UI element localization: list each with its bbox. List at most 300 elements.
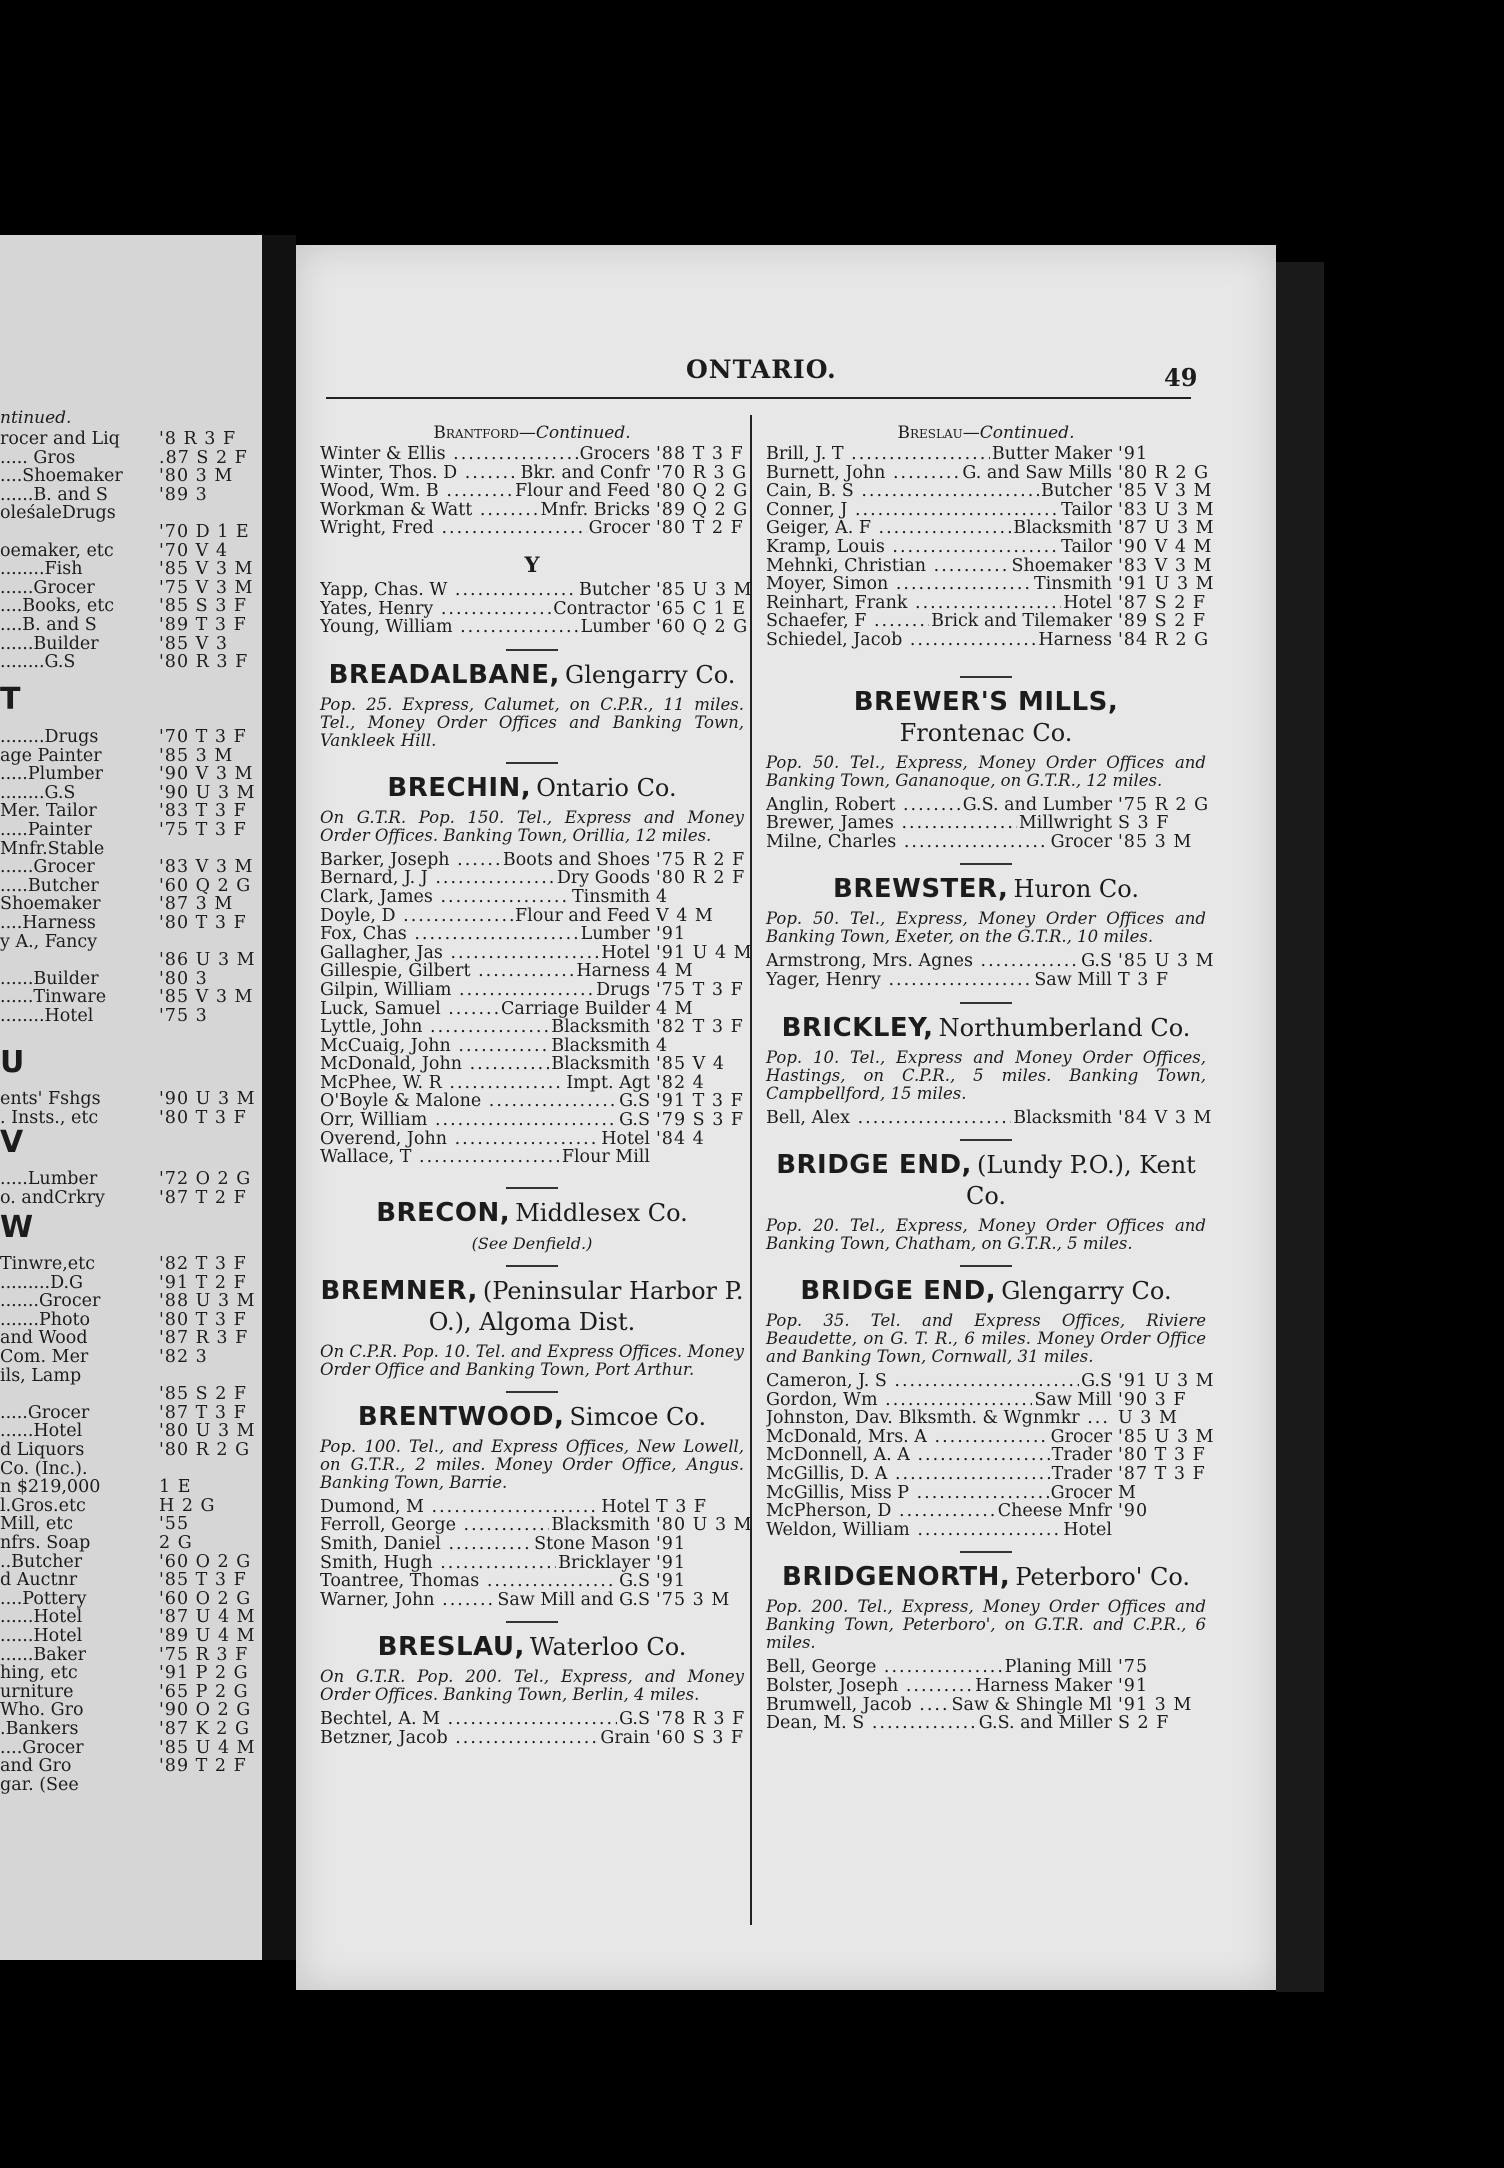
entry-rating: '82 4 [656, 1072, 705, 1093]
town-heading-bridge-end-kent: BRIDGE END, (Lundy P.O.), Kent Co. [776, 1150, 1196, 1211]
fragment-text: ......Hotel [0, 1627, 83, 1645]
directory-entry [320, 1554, 744, 1573]
header-rule [326, 397, 1191, 399]
entry-name: Dean, M. S ..... [766, 1714, 977, 1733]
fragment-rating: '87 K 2 G [159, 1719, 250, 1739]
directory-entry [766, 1677, 1206, 1696]
fragment-text: Com. Mer [0, 1348, 89, 1366]
entry-rating: '80 T 3 F [1118, 1445, 1206, 1466]
entry-rating: V 4 M [656, 905, 714, 926]
fragment-rating [159, 933, 255, 951]
fragment-row [0, 784, 255, 802]
fragment-rating: '86 U 3 M [159, 950, 256, 971]
fragment-rating: '89 3 [159, 484, 208, 505]
directory-entry [766, 1658, 1206, 1677]
entry-name: Gilpin, William ..... [320, 981, 594, 1000]
town-heading-brentwood: BRENTWOOD, Simcoe Co. [357, 1401, 707, 1432]
entry-name: Bernard, J. J ..... [320, 869, 555, 888]
fragment-text: .....Painter [0, 821, 92, 839]
fragment-row [0, 951, 255, 969]
fragment-rating: '80 3 M [159, 466, 234, 487]
fragment-rating: '90 V 3 M [159, 764, 254, 785]
fragment-rating: '8 R 3 F [159, 429, 237, 449]
fragment-row [0, 1515, 255, 1533]
directory-entry [766, 1409, 1206, 1428]
continued-heading: Brantford—Continued. [433, 423, 631, 443]
fragment-text: ..... Gros [0, 448, 76, 467]
fragment-rating: '60 O 2 G [159, 1551, 252, 1572]
fragment-row [0, 1090, 255, 1108]
entry-business: Harness Maker [975, 1676, 1112, 1697]
entry-name: Brumwell, Jacob ..... [766, 1696, 950, 1715]
entry-rating: '85 U 3 M [656, 579, 753, 600]
fragment-row [0, 1478, 255, 1496]
fragment-row [0, 1404, 255, 1422]
directory-entry [320, 1018, 744, 1037]
fragment-text: .........D.G [0, 1273, 84, 1292]
entry-rating [650, 1148, 744, 1167]
directory-entry [320, 462, 748, 483]
page-edge-shadow [1276, 262, 1324, 1992]
entry-rating: '82 T 3 F [656, 1017, 744, 1038]
town-heading-brecon: BRECON, Middlesex Co. [376, 1197, 688, 1228]
directory-entry [766, 481, 1213, 502]
fragment-rating: '85 U 4 M [159, 1737, 256, 1758]
directory-entry [320, 1572, 744, 1591]
fragment-rating: '80 U 3 M [159, 1421, 256, 1442]
entry-name: McPhee, W. R ..... [320, 1074, 564, 1093]
fragment-rating: '88 U 3 M [159, 1291, 256, 1312]
fragment-rating: H 2 G [159, 1495, 216, 1516]
entry-business: Saw Mill and G.S [497, 1589, 650, 1610]
entry-rating: '90 3 F [1118, 1389, 1187, 1410]
entry-business: Hotel [1063, 1519, 1112, 1540]
entry-rating: '80 R 2 F [656, 868, 746, 889]
entry-name: Ferroll, George ..... [320, 1516, 549, 1535]
entry-business: Shoemaker [1011, 555, 1112, 576]
entry-rating: '91 U 3 M [1118, 1371, 1215, 1392]
separator [960, 1551, 1012, 1553]
entry-name: Reinhart, Frank ..... [766, 594, 1061, 613]
town-description-bridge-end-kent: Pop. 20. Tel., Express, Money Order Offices and Banking Town, Chatham, on G.T.R., 5 miles. [766, 1216, 1206, 1254]
fragment-text: d Auctnr [0, 1571, 78, 1590]
directory-entry [766, 1446, 1206, 1465]
column-rule [750, 415, 752, 1925]
entry-rating: '85 U 3 M [1118, 951, 1215, 972]
fragment-text: hing, etc [0, 1664, 78, 1683]
fragment-row [0, 486, 255, 504]
entry-name: Schiedel, Jacob ..... [766, 631, 1036, 650]
entry-name: Moyer, Simon ..... [766, 575, 1032, 594]
directory-entry [766, 612, 1206, 631]
fragment-text: o. andCrkry [0, 1188, 105, 1207]
fragment-row [0, 1608, 255, 1626]
separator [506, 1265, 558, 1267]
separator [960, 1002, 1012, 1004]
entry-business: Flour Mill [561, 1147, 650, 1168]
fragment-row [0, 1627, 255, 1645]
directory-entry [766, 536, 1213, 557]
entry-business: Millwright [1018, 813, 1112, 834]
fragment-text: Co. (Inc.). [0, 1459, 88, 1478]
entry-business: Tailor [1061, 536, 1112, 557]
entries-brickley [766, 1107, 1213, 1128]
directory-entry [320, 1710, 744, 1729]
entry-rating: '83 V 3 M [1118, 555, 1213, 576]
fragment-rating: '80 3 [159, 968, 208, 989]
fragment-text: ......Baker [0, 1645, 86, 1664]
fragment-rating: '85 S 3 F [159, 596, 248, 617]
entry-business: Lumber [580, 924, 650, 945]
fragment-row [0, 1170, 255, 1188]
directory-entry [320, 1111, 744, 1130]
fragment-text: Mer. Tailor [0, 802, 97, 821]
fragment-rating: '83 T 3 F [159, 801, 247, 822]
directory-entry [320, 445, 744, 464]
entries-bridgenorth [766, 1658, 1206, 1732]
entry-business: Hotel [601, 942, 650, 963]
entry-rating: '91 [656, 1552, 687, 1573]
fragment-row [0, 597, 255, 615]
entry-business: Tinsmith [1033, 574, 1112, 595]
directory-entry [320, 888, 744, 907]
fragment-rating: '60 O 2 G [159, 1588, 252, 1609]
entry-rating: '91 U 4 M [656, 942, 753, 963]
fragment-rating: '83 V 3 M [159, 857, 254, 878]
fragment-rating: '75 T 3 F [159, 820, 247, 840]
entry-business: Grocer [1050, 1426, 1112, 1447]
entry-rating: '91 3 M [1118, 1694, 1193, 1715]
entry-name: McPherson, D ..... [766, 1502, 996, 1521]
directory-entry [766, 1484, 1206, 1503]
directory-entry [320, 1515, 753, 1536]
fragment-rating: '75 R 3 F [159, 1644, 249, 1665]
entry-name: Yager, Henry ..... [766, 971, 1032, 990]
fragment-text: ......Hotel [0, 1422, 83, 1441]
fragment-row [0, 467, 255, 485]
entry-business: Bkr. and Confr [520, 462, 650, 483]
entry-name: Dumond, M ..... [320, 1498, 599, 1517]
fragment-row [0, 1701, 255, 1719]
fragment-text: .....Plumber [0, 765, 103, 784]
entry-rating: 4 M [656, 998, 694, 1019]
fragment-row [0, 1109, 255, 1127]
directory-entry [766, 499, 1215, 520]
entry-rating: '85 V 3 M [1118, 481, 1213, 502]
directory-entry [766, 445, 1206, 464]
fragment-rating [159, 840, 255, 858]
entry-name: McDonnell, A. A ..... [766, 1446, 1050, 1465]
entry-rating: '91 [656, 1534, 687, 1555]
fragment-text: ......Builder [0, 634, 99, 653]
separator [506, 649, 558, 651]
entry-rating: 4 [656, 886, 669, 907]
entry-rating: '80 U 3 M [656, 1515, 753, 1536]
fragment-text: age Painter [0, 746, 102, 765]
fragment-row [0, 1385, 255, 1403]
fragment-row [0, 1367, 255, 1385]
fragment-row [0, 1348, 255, 1366]
entry-name: Yates, Henry ..... [320, 600, 551, 619]
entry-rating: '89 Q 2 G [656, 499, 749, 520]
letter-heading-y: Y [524, 551, 540, 577]
fragment-text: ......Builder [0, 969, 99, 988]
entry-name: Winter & Ellis ..... [320, 445, 578, 464]
entry-business: Carriage Builder [501, 998, 650, 1019]
entry-name: Wood, Wm. B ..... [320, 482, 513, 501]
town-description-bridgenorth: Pop. 200. Tel., Express, Money Order Offices and Banking Town, Peterboro', on G.T.R. and C.P.R., 6 miles. [766, 1597, 1206, 1653]
fragment-rating: '87 R 3 F [159, 1328, 249, 1349]
fragment-heading: ntinued. [0, 408, 72, 428]
see-note-brecon: (See Denfield.) [471, 1233, 593, 1253]
fragment-text: Tinwre,etc [0, 1255, 95, 1273]
fragment-row [0, 877, 255, 895]
entry-rating: M [1118, 1482, 1137, 1503]
town-heading-bridgenorth: BRIDGENORTH, Peterboro' Co. [782, 1562, 1190, 1593]
entry-rating: 4 [656, 1035, 669, 1056]
fragment-row [0, 1311, 255, 1329]
fragment-row [0, 579, 255, 597]
column-left [320, 423, 753, 1748]
entries-brantford-y [320, 579, 753, 638]
column-right [766, 423, 1215, 1734]
directory-entry [320, 499, 749, 520]
town-heading-breslau: BRESLAU, Waterloo Co. [377, 1632, 687, 1663]
entry-business: Drugs [596, 979, 650, 1000]
entry-name: Warner, John ..... [320, 1591, 495, 1610]
fragment-rating: '70 V 4 [159, 540, 228, 561]
directory-entry [320, 1092, 744, 1111]
fragment-rating: '80 T 3 F [159, 913, 247, 933]
directory-entry [320, 981, 744, 1000]
fragment-rating: '80 R 3 F [159, 652, 249, 673]
fragment-rating: '85 T 3 F [159, 1570, 247, 1591]
fragment-row [0, 1739, 255, 1757]
fragment-row [0, 1007, 255, 1025]
entry-name: Schaefer, F ..... [766, 612, 929, 631]
entry-rating: 4 M [656, 961, 694, 982]
fragment-row [0, 821, 255, 839]
separator [506, 1391, 558, 1393]
fragment-text: ....Grocer [0, 1738, 84, 1757]
entry-business: Mnfr. Bricks [540, 499, 650, 520]
entry-business: Blacksmith [551, 1054, 650, 1075]
fragment-rating: '65 P 2 G [159, 1681, 249, 1702]
entry-name: Smith, Hugh ..... [320, 1554, 556, 1573]
fragment-row [0, 1497, 255, 1515]
fragment-text: oemaker, etc [0, 541, 114, 560]
fragment-row [0, 616, 255, 634]
entry-rating: '80 Q 2 G [656, 481, 749, 502]
directory-entry [320, 1074, 744, 1093]
directory-entry [320, 519, 744, 538]
town-description-breadalbane: Pop. 25. Express, Calumet, on C.P.R., 11 miles. Tel., Money Order Offices and Banking Town, Vankleek Hill. [320, 694, 744, 750]
fragment-row [0, 430, 255, 448]
entry-rating: '60 Q 2 G [656, 617, 749, 638]
directory-entry [320, 907, 744, 926]
separator [960, 1265, 1012, 1267]
fragment-rating [159, 1776, 255, 1794]
entry-business: Dry Goods [556, 868, 650, 889]
fragment-text [0, 951, 159, 969]
directory-entry [766, 1107, 1213, 1128]
entry-business: Lumber [580, 617, 650, 638]
fragment-text: rocer and Liq [0, 430, 120, 448]
entries-bridge-end-glengarry [766, 1371, 1215, 1540]
entry-business: G.S. and Lumber [962, 794, 1112, 815]
entry-business: Hotel [1063, 592, 1112, 613]
entry-name: Clark, James ..... [320, 888, 570, 907]
entry-business: Saw & Shingle Ml [951, 1694, 1112, 1715]
directory-entry [320, 579, 753, 600]
fragment-rating: 1 E [159, 1477, 192, 1498]
entry-business: G. and Saw Mills [962, 462, 1112, 483]
directory-entry [766, 814, 1206, 833]
fragment-text: oleśaleDrugs [0, 504, 116, 523]
entry-name: Gillespie, Gilbert ..... [320, 962, 574, 981]
directory-entry [766, 1391, 1206, 1410]
fragment-row [0, 504, 255, 522]
fragment-text: .......Photo [0, 1310, 91, 1329]
fragment-row [0, 1720, 255, 1738]
entries-brantford-w [320, 444, 749, 539]
directory-entry [320, 1591, 744, 1610]
fragment-rating: '70 D 1 E [159, 522, 250, 542]
entry-name: Bolster, Joseph ..... [766, 1677, 973, 1696]
entry-business: Grocer [1050, 1482, 1112, 1503]
entry-name: McDonald, John ..... [320, 1055, 549, 1074]
continued-heading: Breslau—Continued. [897, 423, 1075, 443]
fragment-text: and Gro [0, 1757, 72, 1776]
entry-name: McCuaig, John ..... [320, 1037, 549, 1056]
entry-business: G.S [619, 1709, 650, 1730]
fragment-rating: '85 3 M [159, 745, 234, 766]
fragment-text: ....Shoemaker [0, 467, 123, 486]
fragment-text: . Insts., etc [0, 1108, 99, 1127]
directory-entry [320, 481, 749, 502]
fragment-row [0, 523, 255, 541]
entry-name: Anglin, Robert ..... [766, 796, 961, 815]
entry-name: Overend, John ..... [320, 1130, 599, 1149]
fragment-text: Shoemaker [0, 895, 101, 914]
entry-business: G.S [619, 1110, 650, 1131]
entry-business: Blacksmith [551, 1017, 650, 1038]
entry-business: G.S. and Miller [978, 1713, 1112, 1734]
fragment-text: ........G.S [0, 653, 76, 672]
fragment-rating: '82 T 3 F [159, 1254, 247, 1274]
town-description-brewster: Pop. 50. Tel., Express, Money Order Offices and Banking Town, Exeter, on the G.T.R., 10 miles. [766, 909, 1206, 947]
entry-name: O'Boyle & Malone ..... [320, 1092, 617, 1111]
fragment-text: n $219,000 [0, 1478, 101, 1497]
fragment-letter-u: U [0, 1045, 25, 1080]
fragment-text: Mill, etc [0, 1515, 74, 1534]
entry-rating: '91 U 3 M [1118, 574, 1215, 595]
fragment-row [0, 1534, 255, 1552]
fragment-row [0, 933, 255, 951]
fragment-row [0, 1460, 255, 1478]
fragment-rating [159, 504, 255, 522]
directory-entry [766, 555, 1213, 576]
fragment-row [0, 858, 255, 876]
fragment-rating: '90 U 3 M [159, 782, 256, 803]
directory-entry [766, 1502, 1206, 1521]
fragment-text: .......Grocer [0, 1292, 101, 1311]
directory-entry [320, 1000, 744, 1019]
fragment-row [0, 802, 255, 820]
entry-rating: '65 C 1 E [656, 598, 747, 619]
entries-brewster [766, 951, 1215, 990]
entry-business: Saw Mill [1034, 969, 1112, 990]
fragment-row [0, 840, 255, 858]
fragment-text: ....Books, etc [0, 597, 115, 616]
fragment-rating: '80 R 2 G [159, 1440, 251, 1460]
directory-entry [766, 1696, 1206, 1715]
fragment-text: ils, Lamp [0, 1366, 82, 1385]
fragment-row [0, 1757, 255, 1775]
entry-name: Barker, Joseph ..... [320, 851, 501, 870]
directory-entry [320, 1037, 744, 1056]
fragment-rating: '89 T 3 F [159, 615, 247, 635]
entry-rating: '60 S 3 F [656, 1728, 745, 1748]
directory-entry [766, 574, 1215, 595]
entry-business: Blacksmith [551, 1515, 650, 1536]
directory-entry [766, 833, 1206, 852]
directory-entry [766, 1426, 1215, 1447]
fragment-row [0, 1590, 255, 1608]
entry-name: Betzner, Jacob ..... [320, 1729, 598, 1748]
entry-rating: '87 U 3 M [1118, 518, 1215, 539]
fragment-row [0, 1571, 255, 1589]
fragment-rating: '87 T 2 F [159, 1187, 247, 1208]
entry-name: Doyle, D ..... [320, 907, 513, 926]
entry-name: Brewer, James ..... [766, 814, 1017, 833]
entry-rating: '78 R 3 F [656, 1709, 746, 1730]
fragment-row [0, 747, 255, 765]
fragment-text: .Bankers [0, 1720, 79, 1738]
fragment-row [0, 1664, 255, 1682]
entry-business: Bricklayer [558, 1552, 650, 1573]
fragment-rating: '89 U 4 M [159, 1626, 256, 1646]
entry-name: Brill, J. T ..... [766, 445, 990, 464]
fragment-row [0, 560, 255, 578]
directory-entry [766, 629, 1210, 650]
fragment-rating: '70 T 3 F [159, 727, 247, 747]
fragment-text [0, 523, 159, 541]
entry-name: Fox, Chas ..... [320, 925, 579, 944]
fragment-rating: '85 V 3 M [159, 559, 254, 580]
fragment-text: nfrs. Soap [0, 1534, 91, 1552]
entry-rating: '79 S 3 F [656, 1110, 745, 1131]
directory-entry [320, 1498, 744, 1517]
entry-rating: '75 3 M [656, 1589, 731, 1610]
directory-entry [320, 925, 744, 944]
fragment-letter-w: W [0, 1210, 34, 1245]
town-description-brentwood: Pop. 100. Tel., and Express Offices, New Lowell, on G.T.R., 2 miles. Money Order Office, Angus. Banking Town, Barrie. [320, 1436, 744, 1492]
town-description-brechin: On G.T.R. Pop. 150. Tel., Express and Money Order Offices. Banking Town, Orillia, 12 miles. [320, 807, 744, 845]
fragment-row [0, 1441, 255, 1459]
entry-name: Johnston, Dav. Blksmth. & Wgnmkr ..... [766, 1409, 1110, 1428]
directory-entry [320, 1055, 744, 1074]
fragment-row [0, 970, 255, 988]
entry-rating: '89 S 2 F [1118, 611, 1207, 632]
entry-business: Flour and Feed [514, 905, 650, 926]
entries-breslau-continued [766, 444, 1215, 650]
entry-business: Butcher [1041, 481, 1112, 502]
entry-rating: '80 R 2 G [1118, 462, 1210, 483]
fragment-text: ....B. and S [0, 616, 97, 634]
fragment-row [0, 1329, 255, 1347]
fragment-rating: '60 Q 2 G [159, 875, 252, 896]
